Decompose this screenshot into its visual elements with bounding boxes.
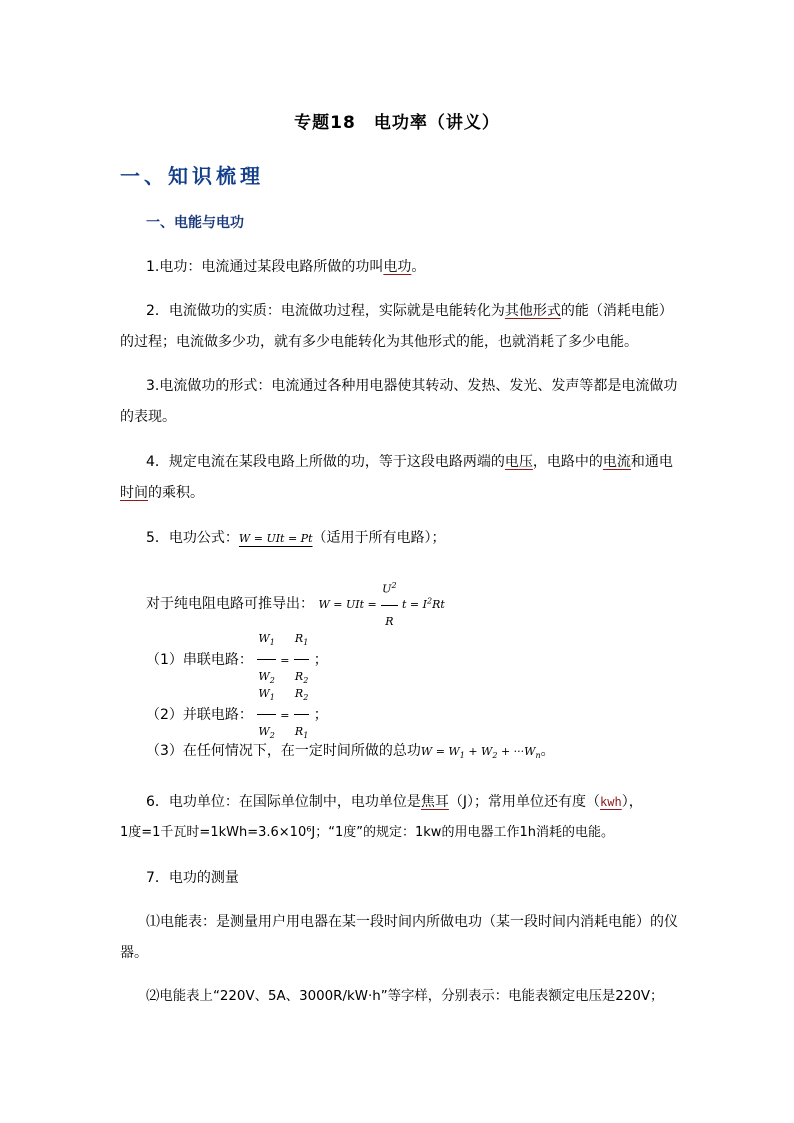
- paragraph-2-line-2: 的过程；电流做多少功，就有多少电能转化为其他形式的能，也就消耗了多少电能。: [120, 334, 638, 350]
- subscript: 2: [269, 731, 275, 741]
- formula: W = UIt =: [318, 597, 377, 611]
- text: 1.电功：电流通过某段电路所做的功叫: [146, 259, 384, 275]
- numerator: W: [258, 687, 270, 700]
- subscript: 2: [303, 693, 309, 703]
- key-term: 电压: [504, 454, 533, 470]
- text: 的能（消耗电能）: [560, 303, 673, 319]
- paragraph-10-line-1: [146, 795, 643, 809]
- formula: t = I: [402, 597, 427, 611]
- paragraph-4-line-2: [120, 486, 204, 500]
- key-term: kwh: [600, 795, 622, 809]
- subscript: 2: [269, 676, 275, 686]
- text: ），: [621, 794, 643, 810]
- text: （3）在任何情况下，在一定时间所做的总功: [146, 743, 421, 759]
- paragraph-4-line-1: [146, 455, 673, 469]
- text: ；: [313, 652, 328, 669]
- page-title: 专题18 电功率（讲义）: [294, 113, 500, 133]
- subsection-heading: 一、电能与电功: [146, 215, 244, 231]
- key-term: 时间: [120, 485, 148, 501]
- numerator: R: [294, 632, 304, 645]
- paragraph-9: [146, 744, 555, 763]
- formula: W = UIt = Pt: [238, 532, 313, 545]
- text: 6．电功单位：在国际单位制中，电功单位是: [146, 794, 421, 810]
- paragraph-3-line-1: 3.电流做功的形式：电流通过各种用电器使其转动、发热、发光、发声等都是电流做功: [146, 378, 678, 394]
- denominator: W: [258, 725, 270, 739]
- fraction: [381, 572, 397, 636]
- subscript: 2: [492, 751, 498, 761]
- paragraph-12-line-2: 器。: [120, 945, 148, 961]
- fraction: [294, 679, 309, 751]
- superscript: 2: [391, 581, 397, 590]
- denominator: W: [258, 670, 270, 684]
- key-term: 其他形式: [504, 303, 561, 319]
- paragraph-12-line-1: ⑴电能表：是测量用户用电器在某一段时间内所做电功（某一段时间内消耗电能）的仪: [146, 914, 678, 930]
- text: （适用于所有电路）；: [312, 530, 446, 546]
- subscript: 1: [303, 731, 309, 741]
- text: 。: [540, 743, 555, 759]
- paragraph-5: [146, 531, 446, 546]
- numerator: R: [294, 687, 304, 700]
- subscript: 1: [269, 638, 275, 648]
- paragraph-13: ⑵电能表上“220V、5A、3000R/kW·h”等字样，分别表示：电能表额定电压是220V；: [146, 989, 664, 1004]
- formula: Rt: [432, 597, 445, 611]
- text: 的乘积。: [148, 485, 204, 501]
- superscript: 2: [426, 596, 433, 606]
- subscript: 1: [459, 751, 465, 761]
- equals: =: [280, 709, 290, 723]
- text: （2）并联电路：: [146, 707, 253, 724]
- text: 对于纯电阻电路可推导出：: [146, 595, 314, 612]
- text: 。: [411, 259, 426, 275]
- section-heading: 一、知识梳理: [120, 164, 264, 188]
- numerator: U: [382, 582, 392, 596]
- text: 5．电功公式：: [146, 530, 239, 546]
- paragraph-10-line-2: 1度=1千瓦时=1kWh=3.6×10⁶J；“1度”的规定：1kw的用电器工作1h消耗的电能。: [120, 825, 614, 840]
- text: ，电路中的: [532, 454, 603, 470]
- subscript: n: [535, 751, 541, 761]
- denominator: R: [294, 725, 304, 739]
- formula: W = W: [420, 745, 460, 758]
- key-term: 焦耳: [420, 794, 449, 810]
- text: 4．规定电流在某段电路上所做的功，等于这段电路两端的: [146, 454, 505, 470]
- equals: =: [280, 654, 290, 668]
- paragraph-11: 7．电功的测量: [146, 870, 239, 886]
- subscript: 2: [303, 676, 309, 686]
- text: ；: [313, 707, 328, 724]
- key-term: 电流: [602, 454, 631, 470]
- text: 和通电: [630, 454, 673, 470]
- text: 2．电流做功的实质：电流做功过程，实际就是电能转化为: [146, 303, 505, 319]
- paragraph-2-line-1: [146, 304, 673, 318]
- subscript: 1: [269, 693, 275, 703]
- formula: + ···W: [497, 745, 536, 758]
- paragraph-3-line-2: 的表现。: [120, 409, 176, 425]
- numerator: W: [258, 632, 270, 645]
- subscript: 1: [303, 638, 309, 648]
- text: （J）；常用单位还有度（: [448, 794, 601, 810]
- denominator: R: [294, 670, 304, 684]
- denominator: R: [385, 614, 394, 628]
- paragraph-8: [146, 679, 328, 751]
- paragraph-1: [146, 260, 425, 274]
- fraction: [257, 679, 275, 751]
- text: （1）串联电路：: [146, 652, 253, 669]
- key-term: 电功: [383, 259, 412, 275]
- formula: + W: [464, 745, 493, 758]
